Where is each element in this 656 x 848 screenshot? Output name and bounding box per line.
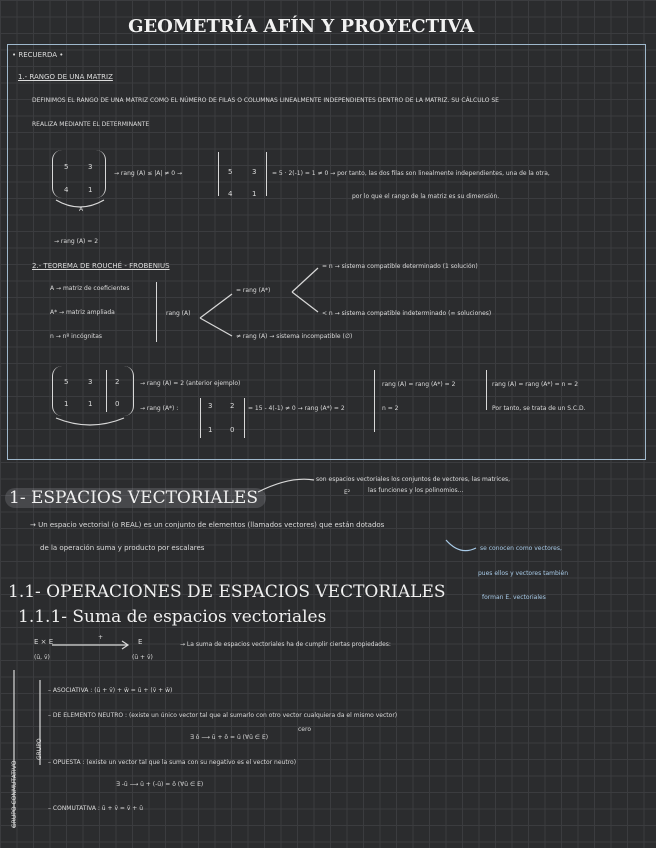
rank-eq-star: = rang (A*) xyxy=(236,287,271,294)
side-note: pues ellos y vectores también xyxy=(478,570,568,577)
rank-result: → rang (A) = 2 xyxy=(54,238,99,245)
map-text: → La suma de espacios vectoriales ha de cumplir ciertas propiedades: xyxy=(180,641,391,648)
result-item: rang (A) = rang (A*) = n = 2 xyxy=(492,381,579,388)
rank-equation: → rang (A) ≤ |A| ≠ 0 → xyxy=(114,170,182,177)
result-item: Por tanto, se trata de un S.C.D. xyxy=(492,405,586,412)
section-heading: 1.1- OPERACIONES DE ESPACIOS VECTORIALES xyxy=(8,582,446,602)
property-line: – OPUESTA : (existe un vector tal que la suma con su negativo es el vector neutro) xyxy=(48,759,297,766)
property-line: – CONMUTATIVA : ū + v̄ = v̄ + ū xyxy=(48,805,144,812)
recuerda-heading: • RECUERDA • xyxy=(12,51,64,59)
matrix-b-cell: 5 xyxy=(64,378,69,386)
side-note: son espacios vectoriales los conjuntos de vectores, las matrices, xyxy=(316,476,511,483)
matrix-a-cell: 1 xyxy=(88,186,93,194)
map-right: E xyxy=(138,638,143,646)
def-item: n → nº incógnitas xyxy=(50,333,103,340)
section-heading: 1- ESPACIOS VECTORIALES xyxy=(5,488,266,508)
result-item: n = 2 xyxy=(382,405,399,412)
sub-cell: 0 xyxy=(230,426,235,434)
map-arrow-label: + xyxy=(98,634,104,641)
sci-case: < n → sistema compatible indeterminado (∞ soluciones) xyxy=(322,310,492,317)
matrix-a-label: A xyxy=(79,206,84,213)
matrix-a-cell: 3 xyxy=(88,163,93,171)
matrix-a-cell: 4 xyxy=(64,186,69,194)
matrix-b-cell: 3 xyxy=(88,378,93,386)
rango-text-1: DEFINIMOS EL RANGO DE UNA MATRIZ COMO EL NÚMERO DE FILAS O COLUMNAS LINEALMENTE INDEPENDIENTES DENTRO DE LA MATRIZ. SU CÁLCULO SE xyxy=(32,97,499,104)
matrix-a-cell: 5 xyxy=(64,163,69,171)
rango-title: 1.- RANGO DE UNA MATRIZ xyxy=(18,73,113,81)
side-note: forman E. vectoriales xyxy=(482,594,546,601)
map-left: E × E xyxy=(34,638,54,646)
definition-line: de la operación suma y producto por escalares xyxy=(40,544,205,552)
det-cell: 5 xyxy=(228,168,233,176)
matrix-b-cell: 1 xyxy=(64,400,69,408)
rouche-title: 2.- TEOREMA DE ROUCHÉ - FROBENIUS xyxy=(32,262,170,270)
side-label: GRUPO xyxy=(36,738,43,760)
subsection-heading: 1.1.1- Suma de espacios vectoriales xyxy=(18,607,327,627)
matrix-b-cell: 2 xyxy=(115,378,120,386)
rank-label: rang (A) xyxy=(166,310,191,317)
property-line: – ASOCIATIVA : (ū + v̄) + w̄ = ū + (v̄ + w̄) xyxy=(48,687,173,694)
det-equation: = 5 · 2(-1) = 1 ≠ 0 → por tanto, las dos filas son linealmente independientes, una de la otra, xyxy=(272,170,550,177)
matrix-b-cell: 0 xyxy=(115,400,120,408)
def-item: A → matriz de coeficientes xyxy=(50,285,130,292)
page-title: GEOMETRÍA AFÍN Y PROYECTIVA xyxy=(128,16,474,37)
def-item: A* → matriz ampliada xyxy=(50,309,115,316)
definition-line: → Un espacio vectorial (o REAL) es un conjunto de elementos (llamados vectores) que están dotados xyxy=(30,521,385,529)
rank-b-2: → rang (A*) : xyxy=(140,405,179,412)
side-note: se conocen como vectores, xyxy=(480,545,562,552)
result-item: rang (A) = rang (A*) = 2 xyxy=(382,381,456,388)
rango-text-2: REALIZA MEDIANTE EL DETERMINANTE xyxy=(32,121,150,128)
side-note: las funciones y los polinomios... xyxy=(368,487,464,494)
sub-det-eq: = 15 - 4(-1) ≠ 0 → rang (A*) = 2 xyxy=(248,405,345,412)
sub-cell: 3 xyxy=(208,402,213,410)
side-label: GRUPO CONMUTATIVO xyxy=(11,760,18,828)
det-cell: 1 xyxy=(252,190,257,198)
rank-neq-star: ≠ rang (A) → sistema incompatible (∅) xyxy=(236,333,353,340)
property-eq: ∃ -ū ⟶ ū + (-ū) = ō (∀ū ∈ E) xyxy=(116,781,204,788)
matrix-b-cell: 1 xyxy=(88,400,93,408)
map-left-sub: (ū, v̄) xyxy=(34,654,50,661)
rank-b-1: → rang (A) = 2 (anterior ejemplo) xyxy=(140,380,241,387)
side-note: E² xyxy=(344,489,351,496)
det-cell: 4 xyxy=(228,190,233,198)
sub-cell: 2 xyxy=(230,402,235,410)
property-line: – DE ELEMENTO NEUTRO : (existe un único vector tal que al sumarlo con otro vector cualquiera da el mismo vector) xyxy=(48,712,398,719)
sub-cell: 1 xyxy=(208,426,213,434)
property-eq: ∃ ō ⟶ ū + ō = ū (∀ū ∈ E) xyxy=(190,734,269,741)
scd-case: = n → sistema compatible determinado (1 solución) xyxy=(322,263,478,270)
det-equation-2: por lo que el rango de la matriz es su dimensión. xyxy=(352,193,500,200)
property-note: cero xyxy=(298,726,311,733)
det-cell: 3 xyxy=(252,168,257,176)
map-right-sub: (ū + v̄) xyxy=(132,654,153,661)
